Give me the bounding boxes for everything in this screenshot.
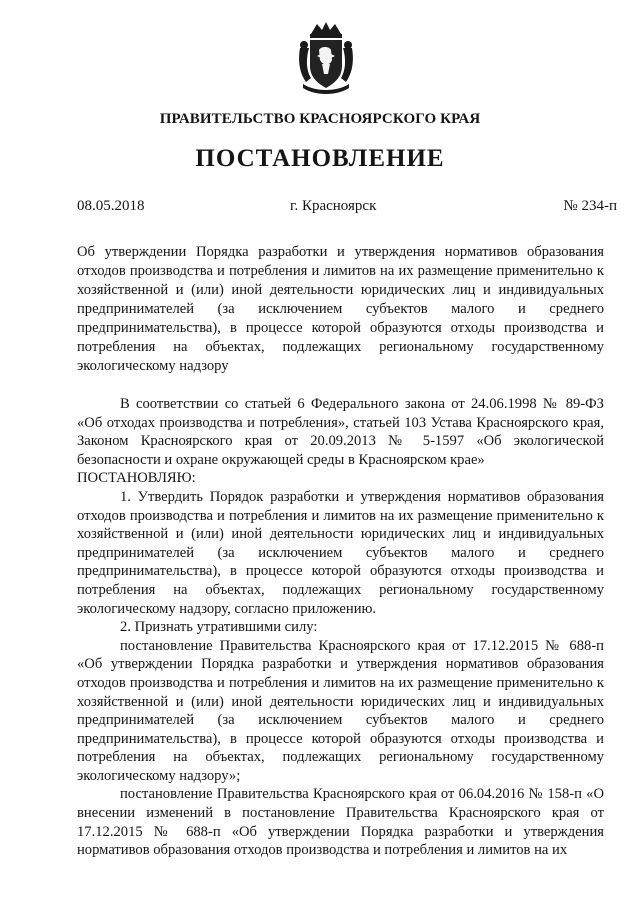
item-2-2-paragraph: постановление Правительства Красноярского края от 06.04.2016 № 158-п «О внесении изменений в постановление Правительства Красноярского края от 17.12.2015 № 688-п «Об утверждении Порядка разработки и утверждения нормативов образования отходов производства и потребления и лимитов на их — [77, 786, 604, 859]
item-2-1-paragraph: постановление Правительства Красноярского края от 17.12.2015 № 688-п «Об утверждении Порядка разработки и утверждения нормативов образования отходов производства и потребления и лимитов на их размещение применительно к хозяйственной и (или) иной деятельности юридических лиц и индивидуальных предпринимателей (за исключением субъектов малого и среднего предпринимательства), в процессе которой образуются отходы производства и потребления на объектах, подлежащих региональному государственному экологическому надзору»; — [77, 637, 604, 784]
document-city: г. Красноярск — [290, 198, 377, 214]
coat-of-arms-icon — [297, 20, 355, 94]
document-type-title: ПОСТАНОВЛЕНИЕ — [195, 145, 445, 172]
document-number: № 234-п — [563, 198, 617, 214]
item-2-paragraph: 2. Признать утратившими силу: — [120, 619, 318, 636]
document-subject: Об утверждении Порядка разработки и утверждения нормативов образования отходов производства и потребления и лимитов на их размещение применительно к хозяйственной и (или) иной деятельности юридических лиц и индивидуальных предпринимателей (за исключением субъектов малого и среднего предпринимательства), в процессе которой образуются отходы производства и потребления на объектах, подлежащих региональному государственному экологическому надзору — [77, 244, 604, 374]
document-date: 08.05.2018 — [77, 198, 145, 214]
item-1-paragraph: 1. Утвердить Порядок разработки и утверждения нормативов образования отходов производства и потребления и лимитов на их размещение применительно к хозяйственной и (или) иной деятельности юридических лиц и индивидуальных предпринимателей (за исключением субъектов малого и среднего предпринимательства), в процессе которой образуются отходы производства и потребления на объектах, подлежащих региональному государственному экологическому надзору, согласно приложению. — [77, 488, 604, 617]
preamble-paragraph: В соответствии со статьей 6 Федерального закона от 24.06.1998 № 89-ФЗ «Об отходах производства и потребления», статьей 103 Устава Красноярского края, Законом Красноярского края от 20.09.2013 № 5-1597 «Об экологической безопасности и охране окружающей среды в Красноярском крае» — [77, 396, 604, 468]
resolve-heading: ПОСТАНОВЛЯЮ: — [77, 470, 196, 487]
document-body — [77, 395, 604, 860]
document-meta — [77, 198, 617, 218]
government-name: ПРАВИТЕЛЬСТВО КРАСНОЯРСКОГО КРАЯ — [159, 111, 481, 127]
